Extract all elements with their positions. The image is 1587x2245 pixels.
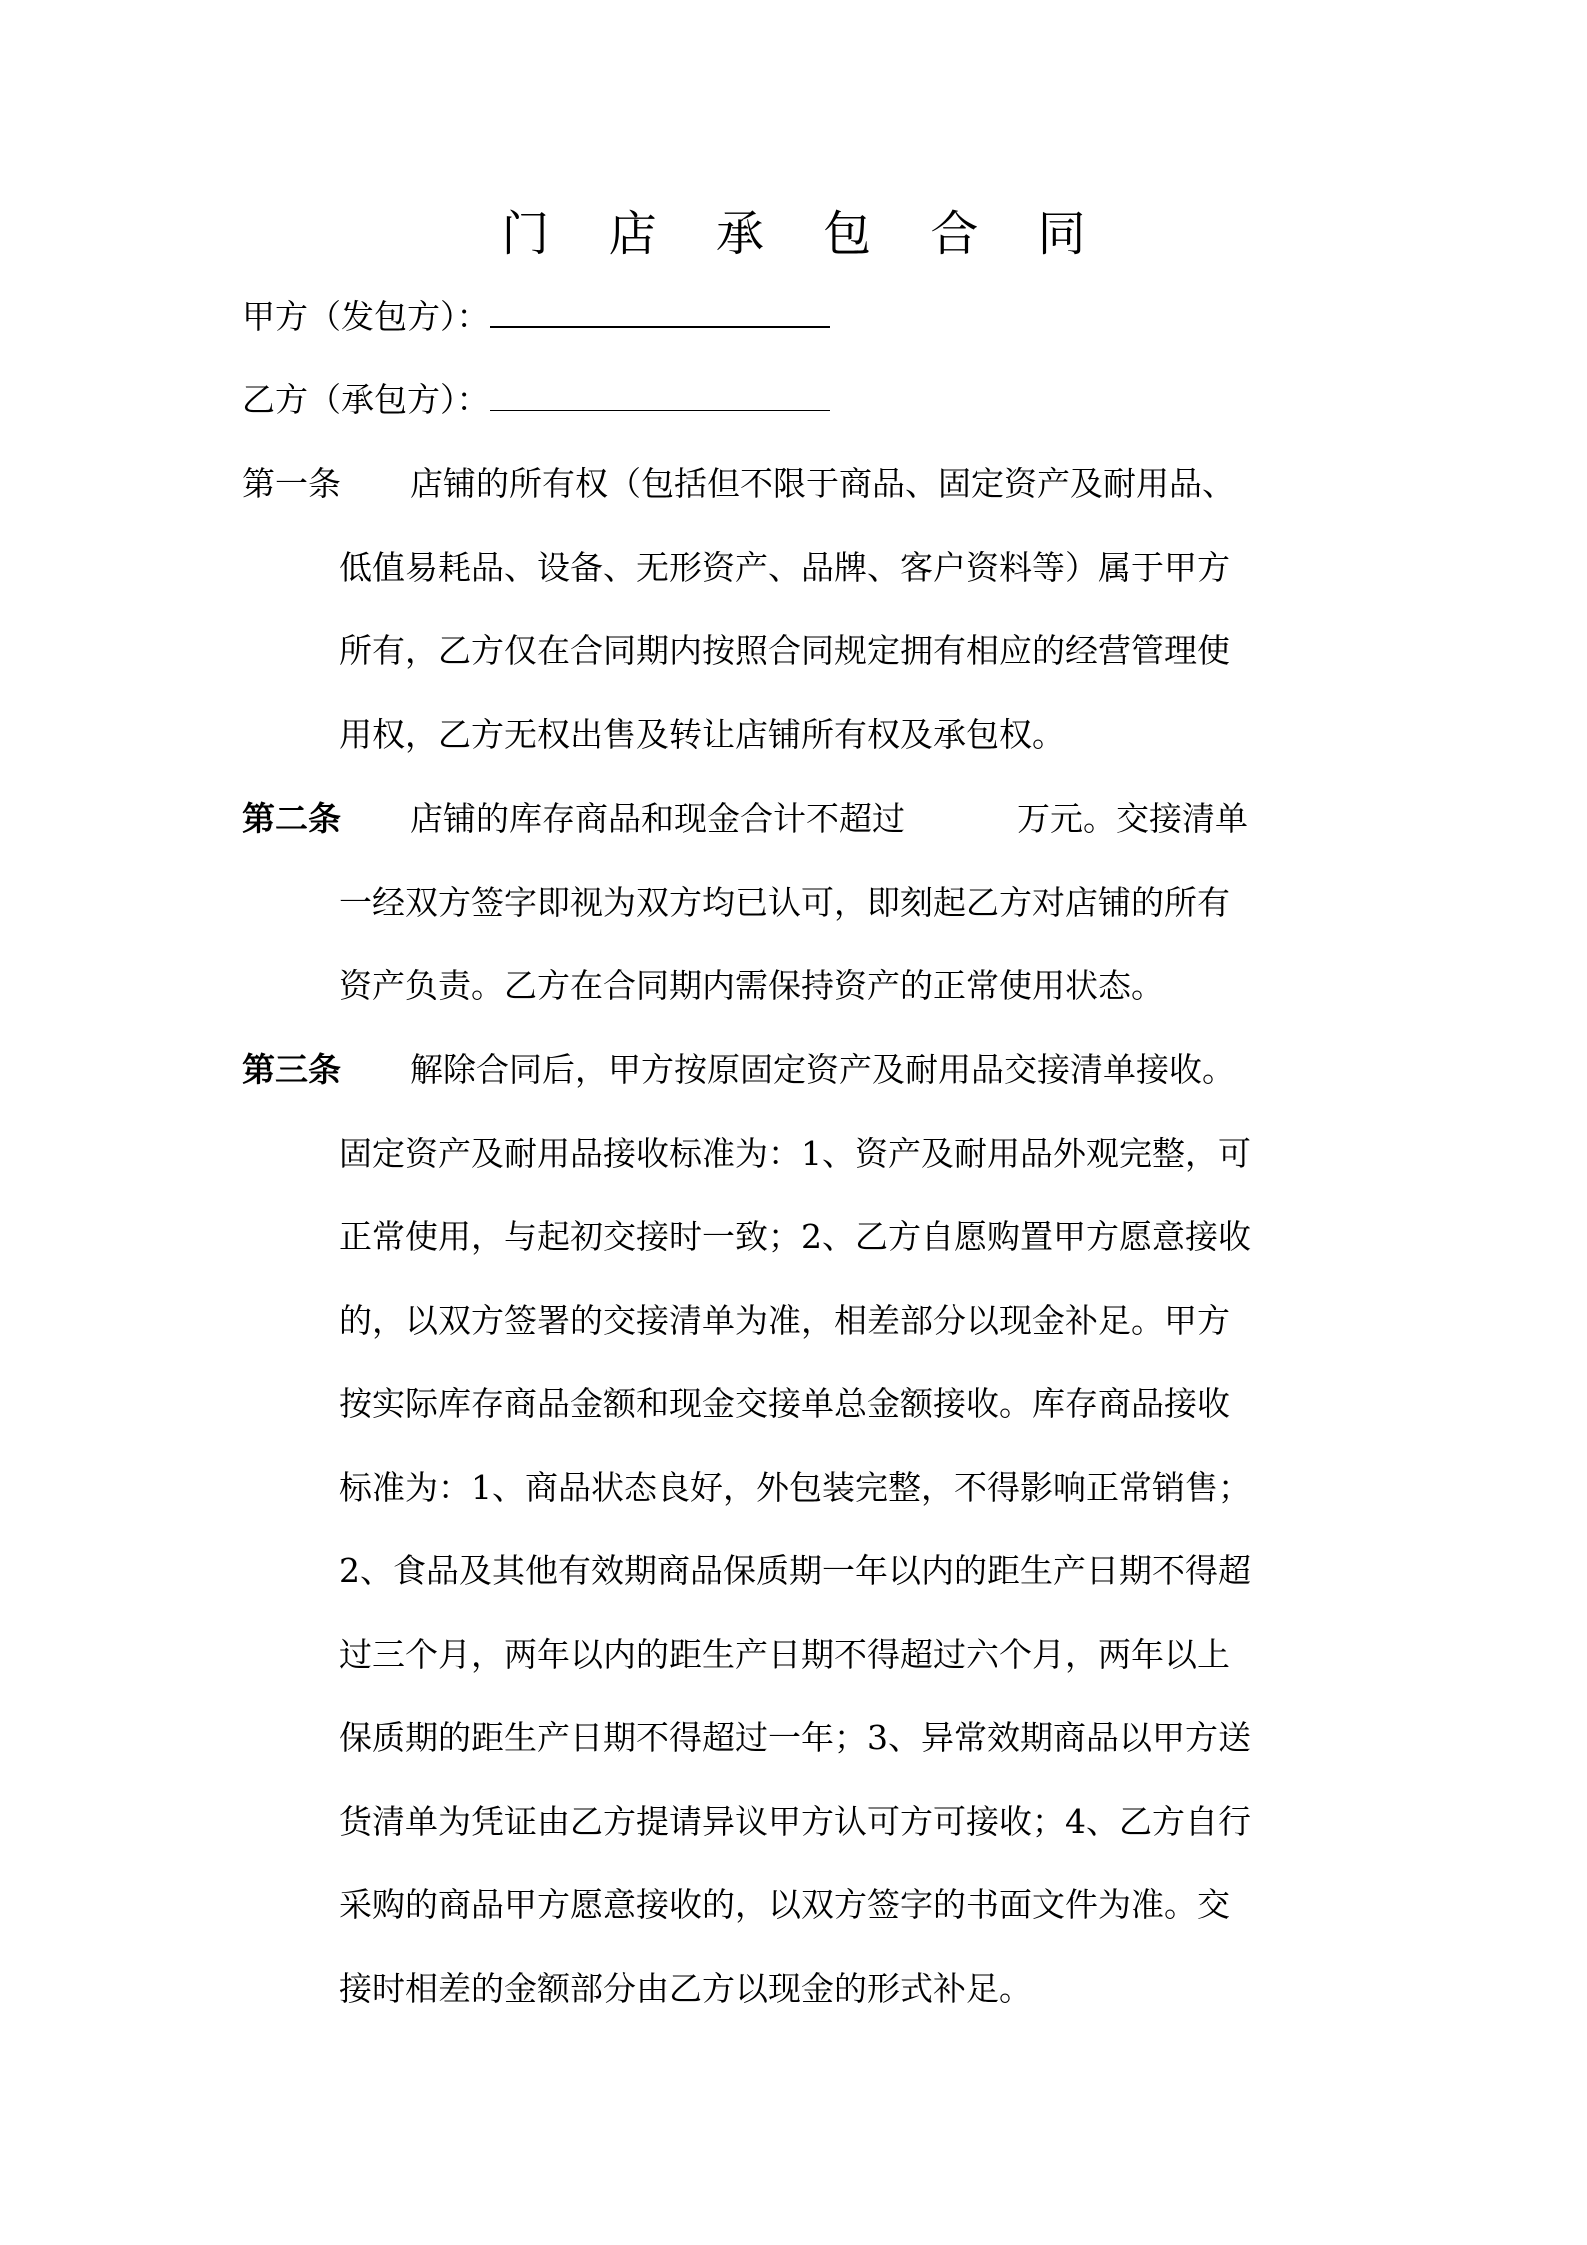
party-b-blank (490, 378, 830, 411)
article-1-line-1 (242, 462, 1357, 546)
article-3-line-9: 保质期的距生产日期不得超过一年；3、异常效期商品以甲方送 (339, 1718, 1251, 1757)
party-b-line (242, 378, 830, 422)
party-a-blank (490, 294, 830, 328)
article-1-line-2: 低值易耗品、设备、无形资产、品牌、客户资料等）属于甲方 (339, 547, 1230, 587)
party-a-label: 甲方（发包方）： (242, 297, 490, 336)
article-3-line-1 (242, 1048, 1357, 1132)
article-2-text-after-blank: 万元。交接清单 (1017, 799, 1248, 838)
party-a-line (242, 294, 830, 339)
article-3-line-7: 2、食品及其他有效期商品保质期一年以内的距生产日期不得超 (339, 1551, 1251, 1590)
article-2-line-2: 一经双方签字即视为双方均已认可，即刻起乙方对店铺的所有 (339, 882, 1230, 922)
article-2-number: 第二条 (242, 799, 341, 838)
article-3-line-12: 接时相差的金额部分由乙方以现金的形式补足。 (339, 1968, 1032, 2008)
article-1-line-4: 用权，乙方无权出售及转让店铺所有权及承包权。 (339, 714, 1065, 754)
article-2 (242, 797, 1357, 1048)
article-2-line-3: 资产负责。乙方在合同期内需保持资产的正常使用状态。 (339, 966, 1164, 1005)
article-1 (242, 462, 1357, 796)
article-3-line-4: 的，以双方签署的交接清单为准，相差部分以现金补足。甲方 (339, 1300, 1230, 1340)
article-3-line-11: 采购的商品甲方愿意接收的，以双方签字的书面文件为准。交 (339, 1885, 1230, 1924)
article-2-text-before-blank: 店铺的库存商品和现金合计不超过 (410, 799, 905, 838)
party-b-label: 乙方（承包方）： (242, 380, 490, 419)
article-3-text: 解除合同后，甲方按原固定资产及耐用品交接清单接收。 (410, 1050, 1235, 1089)
article-3-line-5: 按实际库存商品金额和现金交接单总金额接收。库存商品接收 (339, 1384, 1230, 1423)
article-3-number: 第三条 (242, 1050, 341, 1089)
article-1-number: 第一条 (242, 464, 341, 503)
article-3-line-10: 货清单为凭证由乙方提请异议甲方认可方可接收；4、乙方自行 (339, 1801, 1251, 1841)
article-1-text: 店铺的所有权（包括但不限于商品、固定资产及耐用品、 (410, 464, 1235, 503)
article-2-line-1 (242, 797, 1357, 881)
document-title: 门 店 承 包 合 同 (501, 206, 1108, 262)
article-3-line-6: 标准为：1、商品状态良好，外包装完整，不得影响正常销售； (339, 1467, 1251, 1507)
article-3-line-3: 正常使用，与起初交接时一致；2、乙方自愿购置甲方愿意接收 (339, 1217, 1251, 1256)
article-3-line-2: 固定资产及耐用品接收标准为：1、资产及耐用品外观完整，可 (339, 1133, 1251, 1173)
article-1-line-3: 所有，乙方仅在合同期内按照合同规定拥有相应的经营管理使 (339, 631, 1230, 670)
article-3 (242, 1048, 1357, 2050)
article-3-line-8: 过三个月，两年以内的距生产日期不得超过六个月，两年以上 (339, 1634, 1230, 1674)
